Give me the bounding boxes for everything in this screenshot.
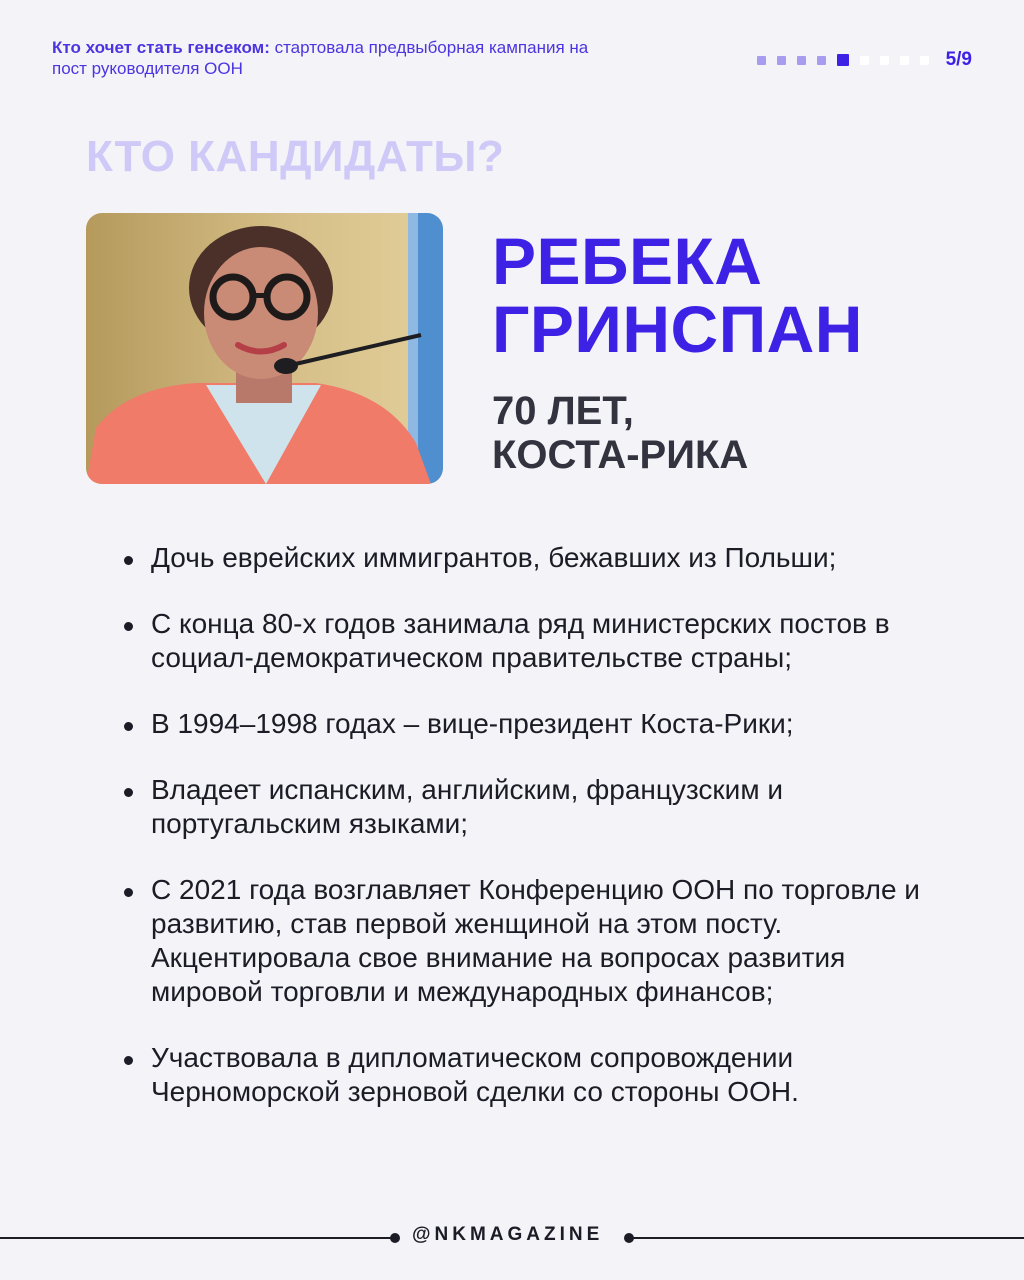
header-title-rest: стартовала предвыборная кампания на пост руководителя ООН <box>52 38 589 78</box>
progress-dot-todo <box>920 56 929 65</box>
candidate-country: КОСТА-РИКА <box>492 433 749 477</box>
slide-progress <box>757 50 972 70</box>
fact-item: В 1994–1998 годах – вице-президент Коста-Рики; <box>120 707 920 741</box>
portrait-illustration <box>86 213 443 484</box>
progress-dot-todo <box>860 56 869 65</box>
progress-dot-done <box>777 56 786 65</box>
candidate-name-line1: РЕБЕКА <box>492 224 763 298</box>
fact-item: Владеет испанским, английским, французским и португальским языками; <box>120 773 920 841</box>
progress-dot-done <box>797 56 806 65</box>
progress-dots <box>757 54 940 66</box>
footer-divider-left <box>0 1237 394 1239</box>
section-title: КТО КАНДИДАТЫ? <box>86 132 505 181</box>
fact-item: Дочь еврейских иммигрантов, бежавших из Польши; <box>120 541 920 575</box>
candidate-age: 70 ЛЕТ, <box>492 389 634 433</box>
candidate-name <box>492 224 863 366</box>
progress-dot-done <box>817 56 826 65</box>
fact-item: С конца 80-х годов занимала ряд министерских постов в социал-демократическом правительстве страны; <box>120 607 920 675</box>
footer-handle: @NKMAGAZINE <box>412 1224 604 1245</box>
candidate-meta <box>492 389 748 477</box>
header-title <box>52 37 612 79</box>
progress-dot-todo <box>880 56 889 65</box>
candidate-name-line2: ГРИНСПАН <box>492 292 863 366</box>
candidate-photo <box>86 213 443 484</box>
page-number: 5/9 <box>945 49 972 70</box>
footer-divider-right <box>631 1237 1024 1239</box>
fact-item: Участвовала в дипломатическом сопровождении Черноморской зерновой сделки со стороны ООН. <box>120 1041 920 1109</box>
progress-dot-todo <box>900 56 909 65</box>
progress-dot-done <box>757 56 766 65</box>
fact-item: С 2021 года возглавляет Конференцию ООН по торговле и развитию, став первой женщиной на этом посту. Акцентировала свое внимание на вопросах развития мировой торговли и международных финансов; <box>120 873 920 1009</box>
header-title-bold: Кто хочет стать генсеком: <box>52 38 270 57</box>
progress-dot-current <box>837 54 849 66</box>
facts-list <box>120 541 920 1141</box>
footer-dot-left <box>390 1233 400 1243</box>
